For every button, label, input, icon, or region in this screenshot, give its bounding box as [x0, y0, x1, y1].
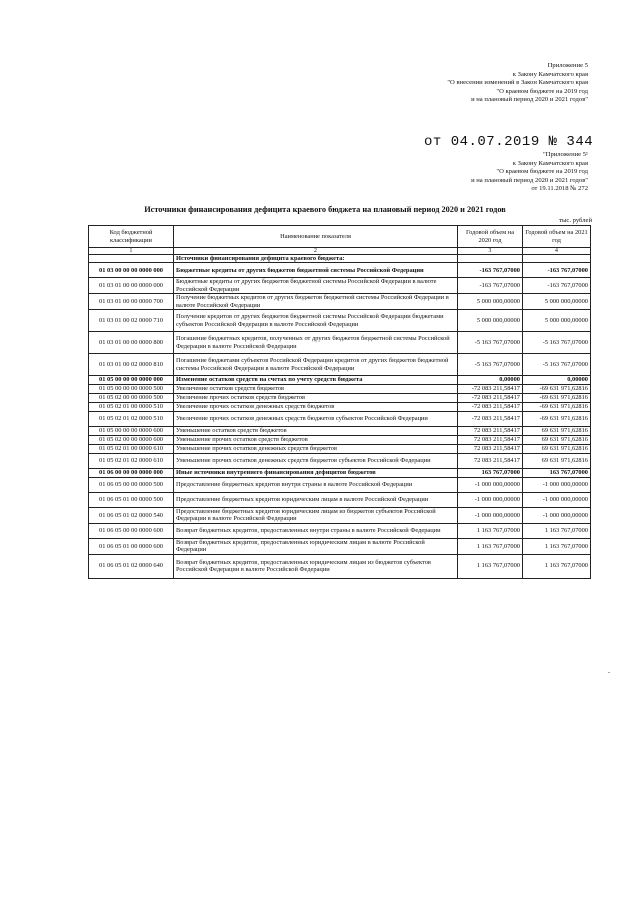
value-2020-cell: -163 767,07000 — [458, 278, 523, 294]
value-2021-cell: 69 631 971,62816 — [523, 454, 591, 469]
table-row — [89, 263, 591, 278]
value-2021-cell — [523, 255, 591, 263]
value-2020-cell: 5 000 000,00000 — [458, 310, 523, 332]
header-line: к Закону Камчатского края — [512, 70, 588, 78]
header-line: к Закону Камчатского края — [512, 159, 588, 167]
header-line: Приложение 5 — [547, 62, 588, 69]
budget-code-cell — [89, 255, 174, 263]
header-line: "О внесении изменений в Закон Камчатского края — [447, 79, 588, 87]
budget-code-cell: 01 03 01 00 00 0000 000 — [89, 278, 174, 294]
table-row — [89, 412, 591, 427]
value-2020-cell: 72 083 211,58417 — [458, 427, 523, 436]
indicator-name-cell: Уменьшение прочих остатков денежных средств бюджетов — [174, 445, 458, 454]
budget-code-cell: 01 05 02 01 00 0000 510 — [89, 403, 174, 412]
value-2020-cell: -1 000 000,00000 — [458, 508, 523, 524]
appendix-header — [447, 62, 588, 105]
indicator-name-cell: Получение бюджетных кредитов от других бюджетов бюджетной системы Российской Федерации в валюте Российской Федерации — [174, 294, 458, 310]
budget-code-cell: 01 05 02 00 00 0000 600 — [89, 436, 174, 445]
value-2021-cell: -69 631 971,62816 — [523, 385, 591, 394]
value-2020-cell: -1 000 000,00000 — [458, 493, 523, 508]
budget-code-cell: 01 06 05 00 00 0000 600 — [89, 523, 174, 538]
table-row — [89, 469, 591, 478]
table-row — [89, 394, 591, 403]
table-row — [89, 508, 591, 524]
indicator-name-cell: Погашение бюджетных кредитов, полученных от других бюджетов бюджетной системы Российской Федерации в валюте Российской Федерации — [174, 332, 458, 354]
column-header-2021: Годовой объем на 2021 год — [523, 226, 591, 248]
value-2020-cell — [458, 255, 523, 263]
table-row — [89, 478, 591, 493]
budget-code-cell: 01 05 02 00 00 0000 500 — [89, 394, 174, 403]
column-index: 2 — [174, 248, 458, 255]
budget-code-cell: 01 05 00 00 00 0000 000 — [89, 376, 174, 385]
value-2020-cell: 163 767,07000 — [458, 469, 523, 478]
header-line: от 19.11.2018 № 272 — [531, 185, 588, 193]
value-2020-cell: 1 163 767,07000 — [458, 554, 523, 578]
value-2021-cell: -163 767,07000 — [523, 278, 591, 294]
document-title: Источники финансирования дефицита краевого бюджета на плановый период 2020 и 2021 годов — [144, 205, 506, 214]
column-index: 1 — [89, 248, 174, 255]
date-number-stamp: от 04.07.2019 № 344 — [424, 134, 594, 150]
table-row — [89, 310, 591, 332]
indicator-name-cell: Предоставление бюджетных кредитов юридическим лицам из бюджетов субъектов Российской Федерации в валюте Российской Федерации — [174, 508, 458, 524]
value-2021-cell: -69 631 971,62816 — [523, 394, 591, 403]
value-2020-cell: 72 083 211,58417 — [458, 454, 523, 469]
value-2021-cell: -69 631 971,62816 — [523, 412, 591, 427]
header-line: "Приложение 5¹ — [542, 151, 588, 158]
table-row — [89, 445, 591, 454]
indicator-name-cell: Увеличение прочих остатков средств бюджетов — [174, 394, 458, 403]
budget-code-cell: 01 05 00 00 00 0000 600 — [89, 427, 174, 436]
value-2020-cell: -72 083 211,58417 — [458, 394, 523, 403]
table-row — [89, 255, 591, 263]
indicator-name-cell: Получение кредитов от других бюджетов бюджетной системы Российской Федерации бюджетами субъектов Российской Федерации в валюте Российской Федерации — [174, 310, 458, 332]
budget-code-cell: 01 05 02 01 02 0000 510 — [89, 412, 174, 427]
value-2020-cell: 72 083 211,58417 — [458, 436, 523, 445]
value-2021-cell: 69 631 971,62816 — [523, 445, 591, 454]
budget-code-cell: 01 03 00 00 00 0000 000 — [89, 263, 174, 278]
table-body — [89, 255, 591, 579]
table-row — [89, 403, 591, 412]
table-row — [89, 376, 591, 385]
value-2021-cell: -1 000 000,00000 — [523, 508, 591, 524]
indicator-name-cell: Предоставление бюджетных кредитов юридическим лицам в валюте Российской Федерации — [174, 493, 458, 508]
indicator-name-cell: Уменьшение прочих остатков средств бюджетов — [174, 436, 458, 445]
indicator-name-cell: Возврат бюджетных кредитов, предоставленных юридическим лицам из бюджетов субъектов Российской Федерации в валюте Российской Федерации — [174, 554, 458, 578]
table-row — [89, 523, 591, 538]
budget-code-cell: 01 05 00 00 00 0000 500 — [89, 385, 174, 394]
value-2020-cell: -5 163 767,07000 — [458, 332, 523, 354]
table-row — [89, 354, 591, 376]
value-2021-cell: -5 163 767,07000 — [523, 354, 591, 376]
value-2021-cell: 0,00000 — [523, 376, 591, 385]
column-header-name: Наименование показателя — [174, 226, 458, 248]
value-2021-cell: 1 163 767,07000 — [523, 554, 591, 578]
value-2020-cell: -72 083 211,58417 — [458, 403, 523, 412]
units-label: тыс. рублей — [559, 217, 592, 224]
table-row — [89, 436, 591, 445]
value-2020-cell: 0,00000 — [458, 376, 523, 385]
table-row — [89, 454, 591, 469]
table-row — [89, 538, 591, 554]
value-2020-cell: 5 000 000,00000 — [458, 294, 523, 310]
budget-code-cell: 01 06 05 01 02 0000 540 — [89, 508, 174, 524]
table-row — [89, 427, 591, 436]
value-2020-cell: -5 163 767,07000 — [458, 354, 523, 376]
budget-code-cell: 01 03 01 00 00 0000 700 — [89, 294, 174, 310]
indicator-name-cell: Возврат бюджетных кредитов, предоставленных юридическим лицам в валюте Российской Федерации — [174, 538, 458, 554]
budget-code-cell: 01 06 05 01 00 0000 600 — [89, 538, 174, 554]
margin-mark: - — [608, 670, 610, 676]
value-2021-cell: 69 631 971,62816 — [523, 427, 591, 436]
table-row — [89, 294, 591, 310]
column-header-code: Код бюджетной классификации — [89, 226, 174, 248]
budget-code-cell: 01 06 00 00 00 0000 000 — [89, 469, 174, 478]
header-line: и на плановый период 2020 и 2021 годов" — [471, 176, 588, 184]
value-2020-cell: -1 000 000,00000 — [458, 478, 523, 493]
column-index: 4 — [523, 248, 591, 255]
budget-code-cell: 01 05 02 01 02 0000 610 — [89, 454, 174, 469]
indicator-name-cell: Уменьшение остатков средств бюджетов — [174, 427, 458, 436]
budget-code-cell: 01 06 05 01 00 0000 500 — [89, 493, 174, 508]
header-line: "О краевом бюджете на 2019 год — [496, 87, 588, 95]
indicator-name-cell: Увеличение прочих остатков денежных средств бюджетов — [174, 403, 458, 412]
original-appendix-header — [471, 151, 588, 194]
indicator-name-cell: Предоставление бюджетных кредитов внутри страны в валюте Российской Федерации — [174, 478, 458, 493]
financing-table — [88, 225, 591, 579]
value-2020-cell: 1 163 767,07000 — [458, 523, 523, 538]
header-line: "О краевом бюджете на 2019 год — [496, 168, 588, 176]
value-2021-cell: 5 000 000,00000 — [523, 294, 591, 310]
indicator-name-cell: Увеличение остатков средств бюджетов — [174, 385, 458, 394]
value-2021-cell: 1 163 767,07000 — [523, 523, 591, 538]
table-row — [89, 554, 591, 578]
indicator-name-cell: Бюджетные кредиты от других бюджетов бюджетной системы Российской Федерации — [174, 263, 458, 278]
value-2021-cell: 5 000 000,00000 — [523, 310, 591, 332]
table-row — [89, 493, 591, 508]
value-2021-cell: 1 163 767,07000 — [523, 538, 591, 554]
value-2020-cell: 72 083 211,58417 — [458, 445, 523, 454]
column-index: 3 — [458, 248, 523, 255]
indicator-name-cell: Возврат бюджетных кредитов, предоставленных внутри страны в валюте Российской Федерации — [174, 523, 458, 538]
value-2021-cell: -1 000 000,00000 — [523, 478, 591, 493]
indicator-name-cell: Иные источники внутреннего финансирования дефицитов бюджетов — [174, 469, 458, 478]
budget-code-cell: 01 03 01 00 00 0000 800 — [89, 332, 174, 354]
budget-code-cell: 01 03 01 00 02 0000 710 — [89, 310, 174, 332]
table-row — [89, 278, 591, 294]
indicator-name-cell: Увеличение прочих остатков денежных средств бюджетов субъектов Российской Федерации — [174, 412, 458, 427]
table-row — [89, 332, 591, 354]
value-2021-cell: -1 000 000,00000 — [523, 493, 591, 508]
value-2020-cell: 1 163 767,07000 — [458, 538, 523, 554]
indicator-name-cell: Погашение бюджетами субъектов Российской Федерации кредитов от других бюджетов бюджетной системы Российской Федерации в валюте Российской Федерации — [174, 354, 458, 376]
value-2020-cell: -72 083 211,58417 — [458, 385, 523, 394]
value-2021-cell: -163 767,07000 — [523, 263, 591, 278]
indicator-name-cell: Источники финансирования дефицита краевого бюджета: — [174, 255, 458, 263]
value-2021-cell: -5 163 767,07000 — [523, 332, 591, 354]
budget-code-cell: 01 05 02 01 00 0000 610 — [89, 445, 174, 454]
value-2021-cell: 69 631 971,62816 — [523, 436, 591, 445]
budget-code-cell: 01 06 05 00 00 0000 500 — [89, 478, 174, 493]
budget-code-cell: 01 03 01 00 02 0000 810 — [89, 354, 174, 376]
column-header-2020: Годовой объем на 2020 год — [458, 226, 523, 248]
indicator-name-cell: Изменение остатков средств на счетах по учету средств бюджета — [174, 376, 458, 385]
table-row — [89, 385, 591, 394]
budget-code-cell: 01 06 05 01 02 0000 640 — [89, 554, 174, 578]
value-2021-cell: -69 631 971,62816 — [523, 403, 591, 412]
value-2020-cell: -163 767,07000 — [458, 263, 523, 278]
header-line: и на плановый период 2020 и 2021 годов" — [471, 96, 588, 104]
indicator-name-cell: Бюджетные кредиты от других бюджетов бюджетной системы Российской Федерации в валюте Российской Федерации — [174, 278, 458, 294]
indicator-name-cell: Уменьшение прочих остатков денежных средств бюджетов субъектов Российской Федерации — [174, 454, 458, 469]
value-2021-cell: 163 767,07000 — [523, 469, 591, 478]
value-2020-cell: -72 083 211,58417 — [458, 412, 523, 427]
